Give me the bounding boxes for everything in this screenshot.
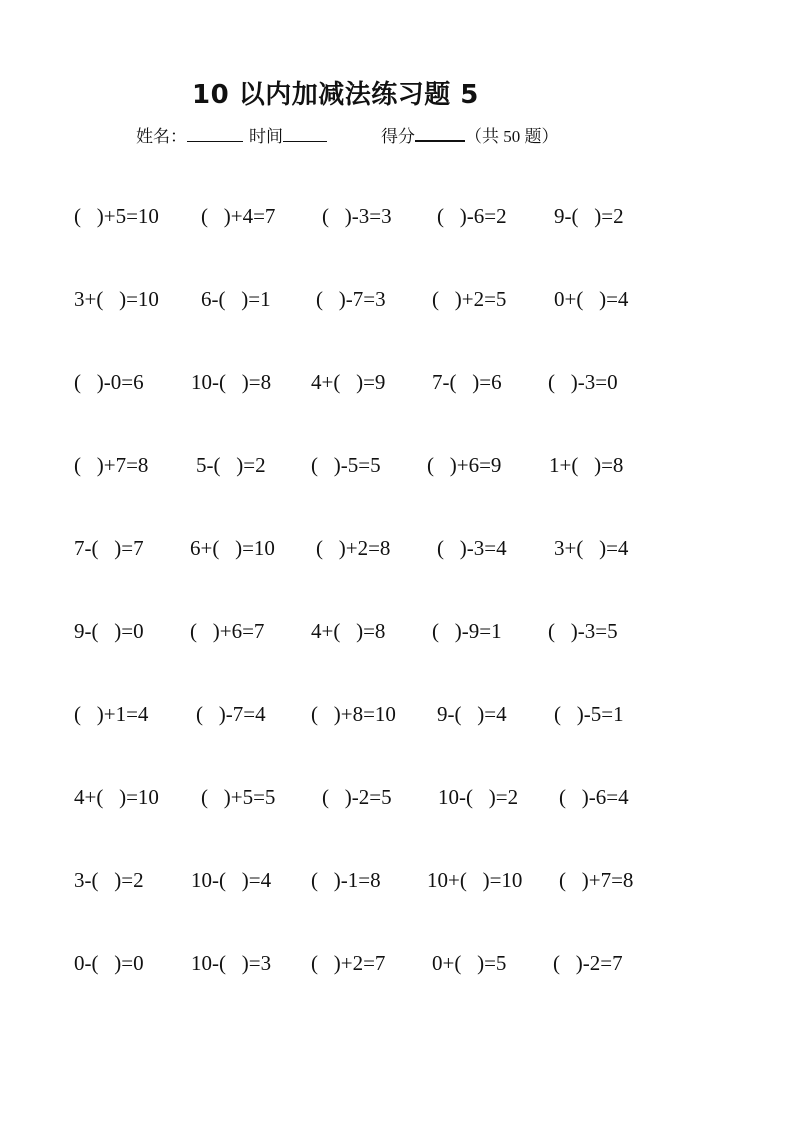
problem: 3+( )=10 [74, 287, 159, 311]
problem-row [0, 204, 793, 234]
problem: ( )+7=8 [74, 453, 149, 477]
name-label: 姓名： [136, 127, 187, 146]
problem: ( )+8=10 [311, 702, 396, 726]
problem-row [0, 453, 793, 483]
problem: 6-( )=1 [201, 287, 271, 311]
problem: 6+( )=10 [190, 536, 275, 560]
problem: 4+( )=9 [311, 370, 386, 394]
time-label: 时间 [249, 127, 283, 146]
problem: 10+( )=10 [427, 868, 523, 892]
problem: 1+( )=8 [549, 453, 624, 477]
problem: ( )-1=8 [311, 868, 381, 892]
name-blank[interactable] [187, 125, 243, 142]
problem: ( )-6=4 [559, 785, 629, 809]
problem: 0+( )=5 [432, 951, 507, 975]
problem: 9-( )=4 [437, 702, 507, 726]
problem: ( )+5=10 [74, 204, 159, 228]
problem: ( )+2=7 [311, 951, 386, 975]
problem: ( )-9=1 [432, 619, 502, 643]
problem-row [0, 536, 793, 566]
problem: ( )+6=7 [190, 619, 265, 643]
problem: ( )+2=8 [316, 536, 391, 560]
score-field [381, 122, 559, 147]
problem-count-note: （共 50 题） [465, 127, 559, 146]
problem-row [0, 287, 793, 317]
problem: ( )-6=2 [437, 204, 507, 228]
problem: ( )-0=6 [74, 370, 144, 394]
problem: ( )-7=4 [196, 702, 266, 726]
problem: 9-( )=0 [74, 619, 144, 643]
problem: ( )-2=7 [553, 951, 623, 975]
problem: ( )-3=4 [437, 536, 507, 560]
problem: ( )+1=4 [74, 702, 149, 726]
problem: 10-( )=4 [191, 868, 272, 892]
time-blank[interactable] [283, 125, 327, 142]
problem: 4+( )=10 [74, 785, 159, 809]
problem: ( )+4=7 [201, 204, 276, 228]
problem-row [0, 785, 793, 815]
problem: 0-( )=0 [74, 951, 144, 975]
problem: ( )-3=5 [548, 619, 618, 643]
problem: 7-( )=6 [432, 370, 502, 394]
problem: ( )-7=3 [316, 287, 386, 311]
problem: 3+( )=4 [554, 536, 629, 560]
problem: ( )-3=3 [322, 204, 392, 228]
problem-row [0, 619, 793, 649]
problem: ( )-2=5 [322, 785, 392, 809]
problem: ( )+2=5 [432, 287, 507, 311]
problem-row [0, 370, 793, 400]
problem: 3-( )=2 [74, 868, 144, 892]
problem: 0+( )=4 [554, 287, 629, 311]
problem: 10-( )=3 [191, 951, 272, 975]
problem: ( )-3=0 [548, 370, 618, 394]
score-label: 得分 [381, 127, 415, 146]
problem: ( )+7=8 [559, 868, 634, 892]
problem: 10-( )=8 [191, 370, 272, 394]
time-field [249, 122, 327, 147]
problem: ( )+6=9 [427, 453, 502, 477]
problem-row [0, 702, 793, 732]
problem: ( )-5=1 [554, 702, 624, 726]
score-blank[interactable] [415, 124, 465, 142]
problem-row [0, 951, 793, 981]
problem-row [0, 868, 793, 898]
page-title: 10 以内加减法练习题 5 [192, 80, 479, 110]
problem: 10-( )=2 [438, 785, 519, 809]
problem: 9-( )=2 [554, 204, 624, 228]
problem: ( )-5=5 [311, 453, 381, 477]
problem: 4+( )=8 [311, 619, 386, 643]
problem: 7-( )=7 [74, 536, 144, 560]
name-field [136, 122, 243, 147]
problem: ( )+5=5 [201, 785, 276, 809]
problem: 5-( )=2 [196, 453, 266, 477]
